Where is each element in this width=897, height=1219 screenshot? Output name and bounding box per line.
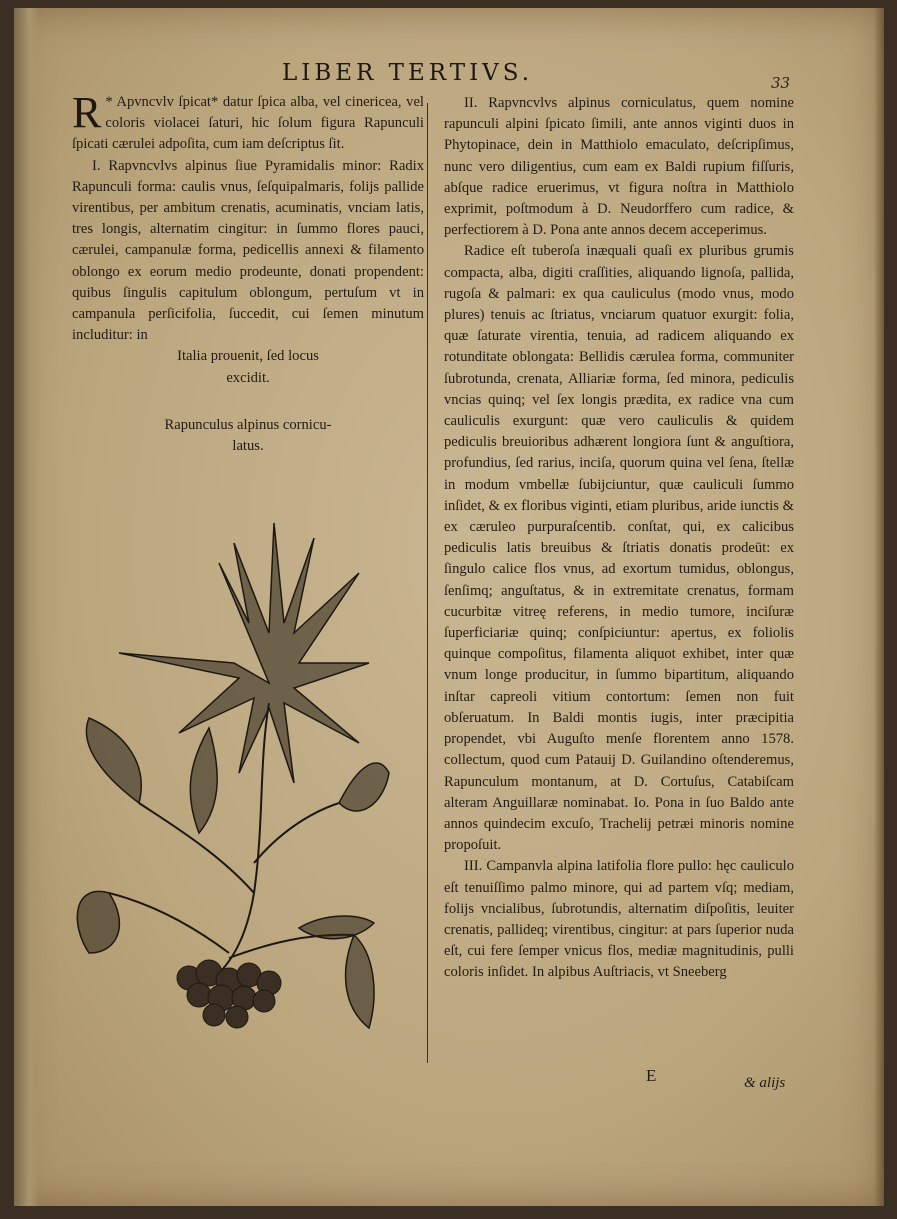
left-p2-end-1: Italia prouenit, ſed locus: [177, 348, 319, 365]
caption-line-1: Rapunculus alpinus cornicu-: [164, 416, 332, 433]
left-p1-text: * Apvncvlv ſpicat* datur ſpica alba, vel cinericea, vel coloris violacei ſaturi, hic ſolum figura Rapunculi ſpicati cærulei adpoſita, cum iam deſcriptus ſit.: [72, 94, 424, 153]
leaf-lower-left: [77, 891, 119, 953]
stem-lower-left: [109, 893, 229, 953]
leaf-right: [339, 763, 389, 811]
caption-line-2: latus.: [232, 438, 264, 455]
page-number: 33: [771, 74, 791, 92]
column-rule: [427, 103, 428, 1063]
left-paragraph-1: [72, 88, 424, 156]
signature-mark: E: [646, 1066, 657, 1085]
right-column: [444, 93, 794, 984]
catchword: & alijs: [744, 1075, 786, 1091]
drop-cap: R: [72, 88, 102, 137]
right-paragraph-1: II. Rapvncvlvs alpinus corniculatus, quem nomine rapunculi alpini ſpicato ſimili, ante annos viginti duos in Phytopinace, dein in Matthiolo emaculato, deſcripſimus, nunc vero diligentius, cum eam ex Baldi rupium fiſſuris, abſque radice eruerimus, vt figura noſtra in Matthiolo exprimit, poſtmodum à D. Neudorffero cum radice, & perfectiorem à D. Pona ante annos decem acceperimus.: [444, 95, 794, 239]
plant-woodcut-illustration: [69, 503, 399, 1043]
book-page: [14, 8, 884, 1206]
right-paragraph-2: Radice eſt tuberoſa inæquali quaſi ex pluribus grumis compacta, alba, digiti craſſities, aliquando lignoſa, pallida, rugoſa & palmari: ex qua cauliculus (modo vnus, modo plures) tenuis ac ſtriatus, vnciarum quatuor exurgit: folia, quæ ſaturate virentia, tenuia, ad radicem aliquando ex rotunditate oblongata: Bellidis cærulea forma, communiter ſubrotunda, crenata, Alliariæ forma, ſed minora, pediculis vncias quinq; vel ſex longis prædita, ex radice vna cum cauliculis exurgunt: quæ vero cauliculis & quidem pediculis breuioribus adhærent longiora ſunt & anguſtiora, profundius, ſed rarius, inciſa, quorum quina vel ſena, ſtellæ in modum vmbellæ ſubijciuntur, quæ cauliculi ſummo inſidet, & ex floribus viginti, etiam pluribus, aride iunctis & ex cæruleo purpuraſcentib. conſtat, qui, ex calicibus pediculis latis breuibus & ſtriatis donatis prodeūt: ex ſingulo calice flos vnus, ad exortum tumidus, oblongus, ſenſimq; anguſtatus, & in extremitate crenatus, formam cucurbitæ vitreę referens, in medio tumore, inciſuræ ſuperficiariæ quinq; conſpiciuntur: apertus, ex foliolis quinque compoſitus, filamenta aliquot exhibet, inter quæ vnum longe producitur, in ſummo bipartitum, aliquando inſtar capreoli vitium contortum: ſemen non fuit obſeruatum. In Baldi montis iugis, inter præcipitia propendet, vbi Auguſto menſe florentem anno 1578. collectum, quod cum Patauij D. Guilandino oſtenderemus, Rapunculum montanum, at D. Cortuſus, Catabiſcam alteram Anguillaræ nominabat. Io. Pona in ſuo Baldo ante annos quindecim excuſo, Trachelij petræi minoris nomine propoſuit.: [444, 243, 794, 854]
stem-main: [219, 703, 269, 973]
page-edge: [874, 8, 884, 1206]
leaf-left: [86, 718, 141, 803]
leaf-lower-mid: [299, 916, 374, 939]
left-p2-end-2: excidit.: [226, 369, 270, 386]
figure-caption: [72, 415, 424, 457]
page-gutter: [14, 8, 40, 1206]
left-column: [72, 88, 424, 457]
stellate-leaves: [119, 523, 369, 783]
right-paragraph-3: III. Campanvla alpina latifolia flore pullo: hęc cauliculo eſt tenuiſſimo palmo minore, qui ad partem vſq; mediam, folijs vncialibus, ſubrotundis, alternatim diſpoſitis, leuiter crenatis, pallideq; virentibus, cingitur: at pars ſuperior nuda eſt, cui fere ſemper vnicus flos, mediæ magnitudinis, pulli coloris inſidet. In alpibus Auſtriacis, vt Sneeberg: [444, 858, 794, 981]
running-head: LIBER TERTIVS.: [282, 60, 534, 86]
stem-right: [254, 803, 339, 863]
leaf-lower-right: [346, 935, 374, 1028]
leaf-mid: [190, 728, 217, 833]
left-paragraph-2: I. Rapvncvlvs alpinus ſiue Pyramidalis minor: Radix Rapunculi forma: caulis vnus, ſeſquipalmaris, folijs pallide virentibus, per ambitum crenatis, acuminatis, vnciam latis, tres longis, alternatim cingitur: in ſummo flores pauci, cærulei, campanulæ forma, pedicellis annexi & filamento oblongo ex eorum medio prodeunte, donati propendent: quibus ſingulis capitulum oblongum, pertuſum vt in campanula perſicifolia, ſuccedit, cui ſemen minutum includitur: in: [72, 157, 424, 344]
